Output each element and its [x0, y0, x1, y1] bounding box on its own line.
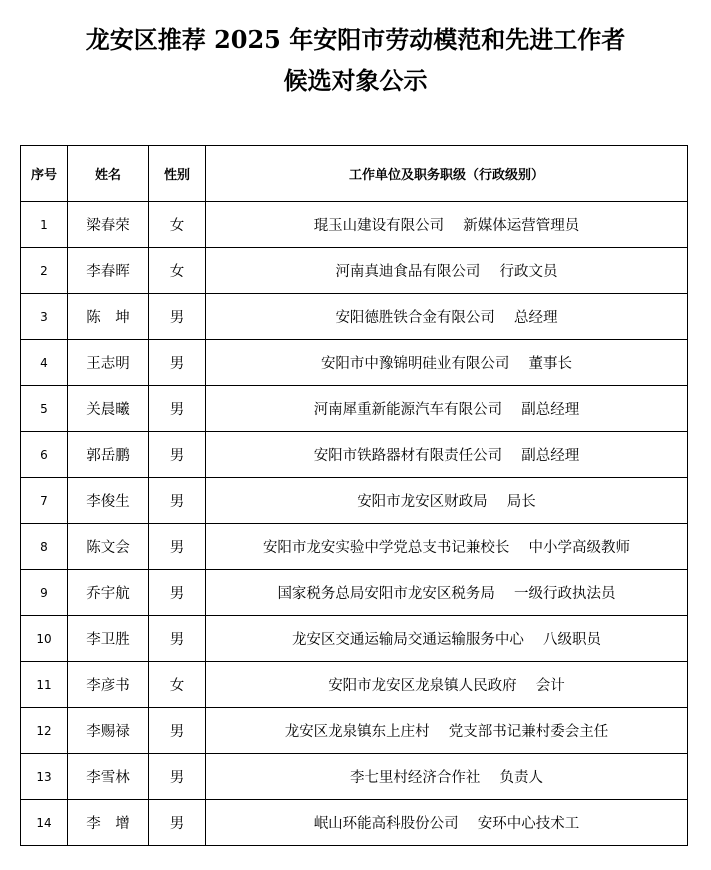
cell-gender: 男 [149, 616, 206, 662]
cell-gender: 男 [149, 340, 206, 386]
cell-no: 1 [21, 202, 68, 248]
cell-org: 河南犀重新能源汽车有限公司 副总经理 [206, 386, 688, 432]
cell-org: 国家税务总局安阳市龙安区税务局 一级行政执法员 [206, 570, 688, 616]
cell-no: 4 [21, 340, 68, 386]
table-row [21, 386, 688, 432]
cell-no: 13 [21, 754, 68, 800]
cell-name: 李俊生 [68, 478, 149, 524]
cell-org: 安阳市铁路器材有限责任公司 副总经理 [206, 432, 688, 478]
table-row [21, 570, 688, 616]
cell-gender: 女 [149, 202, 206, 248]
document-title-line1: 龙安区推荐 2025 年安阳市劳动模范和先进工作者 [85, 25, 626, 54]
cell-org: 李七里村经济合作社 负责人 [206, 754, 688, 800]
cell-no: 2 [21, 248, 68, 294]
cell-gender: 男 [149, 570, 206, 616]
cell-no: 7 [21, 478, 68, 524]
table-row [21, 294, 688, 340]
cell-name: 郭岳鹏 [68, 432, 149, 478]
cell-gender: 男 [149, 524, 206, 570]
table-body [21, 202, 688, 846]
cell-name: 李雪林 [68, 754, 149, 800]
table-row [21, 616, 688, 662]
table-row [21, 432, 688, 478]
cell-no: 14 [21, 800, 68, 846]
cell-no: 8 [21, 524, 68, 570]
cell-gender: 女 [149, 248, 206, 294]
cell-name: 王志明 [68, 340, 149, 386]
table-row [21, 248, 688, 294]
cell-name: 李赐禄 [68, 708, 149, 754]
cell-gender: 男 [149, 754, 206, 800]
cell-gender: 男 [149, 386, 206, 432]
cell-no: 12 [21, 708, 68, 754]
cell-no: 5 [21, 386, 68, 432]
cell-gender: 男 [149, 478, 206, 524]
cell-name: 陈 坤 [68, 294, 149, 340]
header-org: 工作单位及职务职级（行政级别） [206, 146, 688, 202]
cell-gender: 男 [149, 708, 206, 754]
cell-gender: 男 [149, 432, 206, 478]
cell-name: 关晨曦 [68, 386, 149, 432]
cell-org: 河南真迪食品有限公司 行政文员 [206, 248, 688, 294]
document-title-line2: 候选对象公示 [283, 66, 428, 95]
cell-org: 琨玉山建设有限公司 新媒体运营管理员 [206, 202, 688, 248]
cell-no: 10 [21, 616, 68, 662]
candidate-table [20, 145, 688, 846]
cell-org: 安阳德胜铁合金有限公司 总经理 [206, 294, 688, 340]
cell-org: 岷山环能高科股份公司 安环中心技术工 [206, 800, 688, 846]
cell-gender: 男 [149, 294, 206, 340]
cell-name: 李春晖 [68, 248, 149, 294]
table-row [21, 524, 688, 570]
cell-name: 陈文会 [68, 524, 149, 570]
cell-org: 龙安区交通运输局交通运输服务中心 八级职员 [206, 616, 688, 662]
cell-name: 梁春荣 [68, 202, 149, 248]
cell-name: 李 增 [68, 800, 149, 846]
table-row [21, 340, 688, 386]
table-row [21, 754, 688, 800]
cell-org: 龙安区龙泉镇东上庄村 党支部书记兼村委会主任 [206, 708, 688, 754]
table-row [21, 478, 688, 524]
cell-org: 安阳市中豫锦明硅业有限公司 董事长 [206, 340, 688, 386]
cell-gender: 男 [149, 800, 206, 846]
header-gender: 性别 [149, 146, 206, 202]
cell-org: 安阳市龙安区龙泉镇人民政府 会计 [206, 662, 688, 708]
cell-no: 9 [21, 570, 68, 616]
cell-name: 乔宇航 [68, 570, 149, 616]
cell-no: 11 [21, 662, 68, 708]
table-row [21, 708, 688, 754]
cell-org: 安阳市龙安实验中学党总支书记兼校长 中小学高级教师 [206, 524, 688, 570]
cell-no: 6 [21, 432, 68, 478]
cell-name: 李卫胜 [68, 616, 149, 662]
cell-org: 安阳市龙安区财政局 局长 [206, 478, 688, 524]
table-header-row [21, 146, 688, 202]
table-row [21, 800, 688, 846]
cell-no: 3 [21, 294, 68, 340]
table-row [21, 202, 688, 248]
cell-gender: 女 [149, 662, 206, 708]
header-no: 序号 [21, 146, 68, 202]
table-row [21, 662, 688, 708]
cell-name: 李彦书 [68, 662, 149, 708]
header-name: 姓名 [68, 146, 149, 202]
